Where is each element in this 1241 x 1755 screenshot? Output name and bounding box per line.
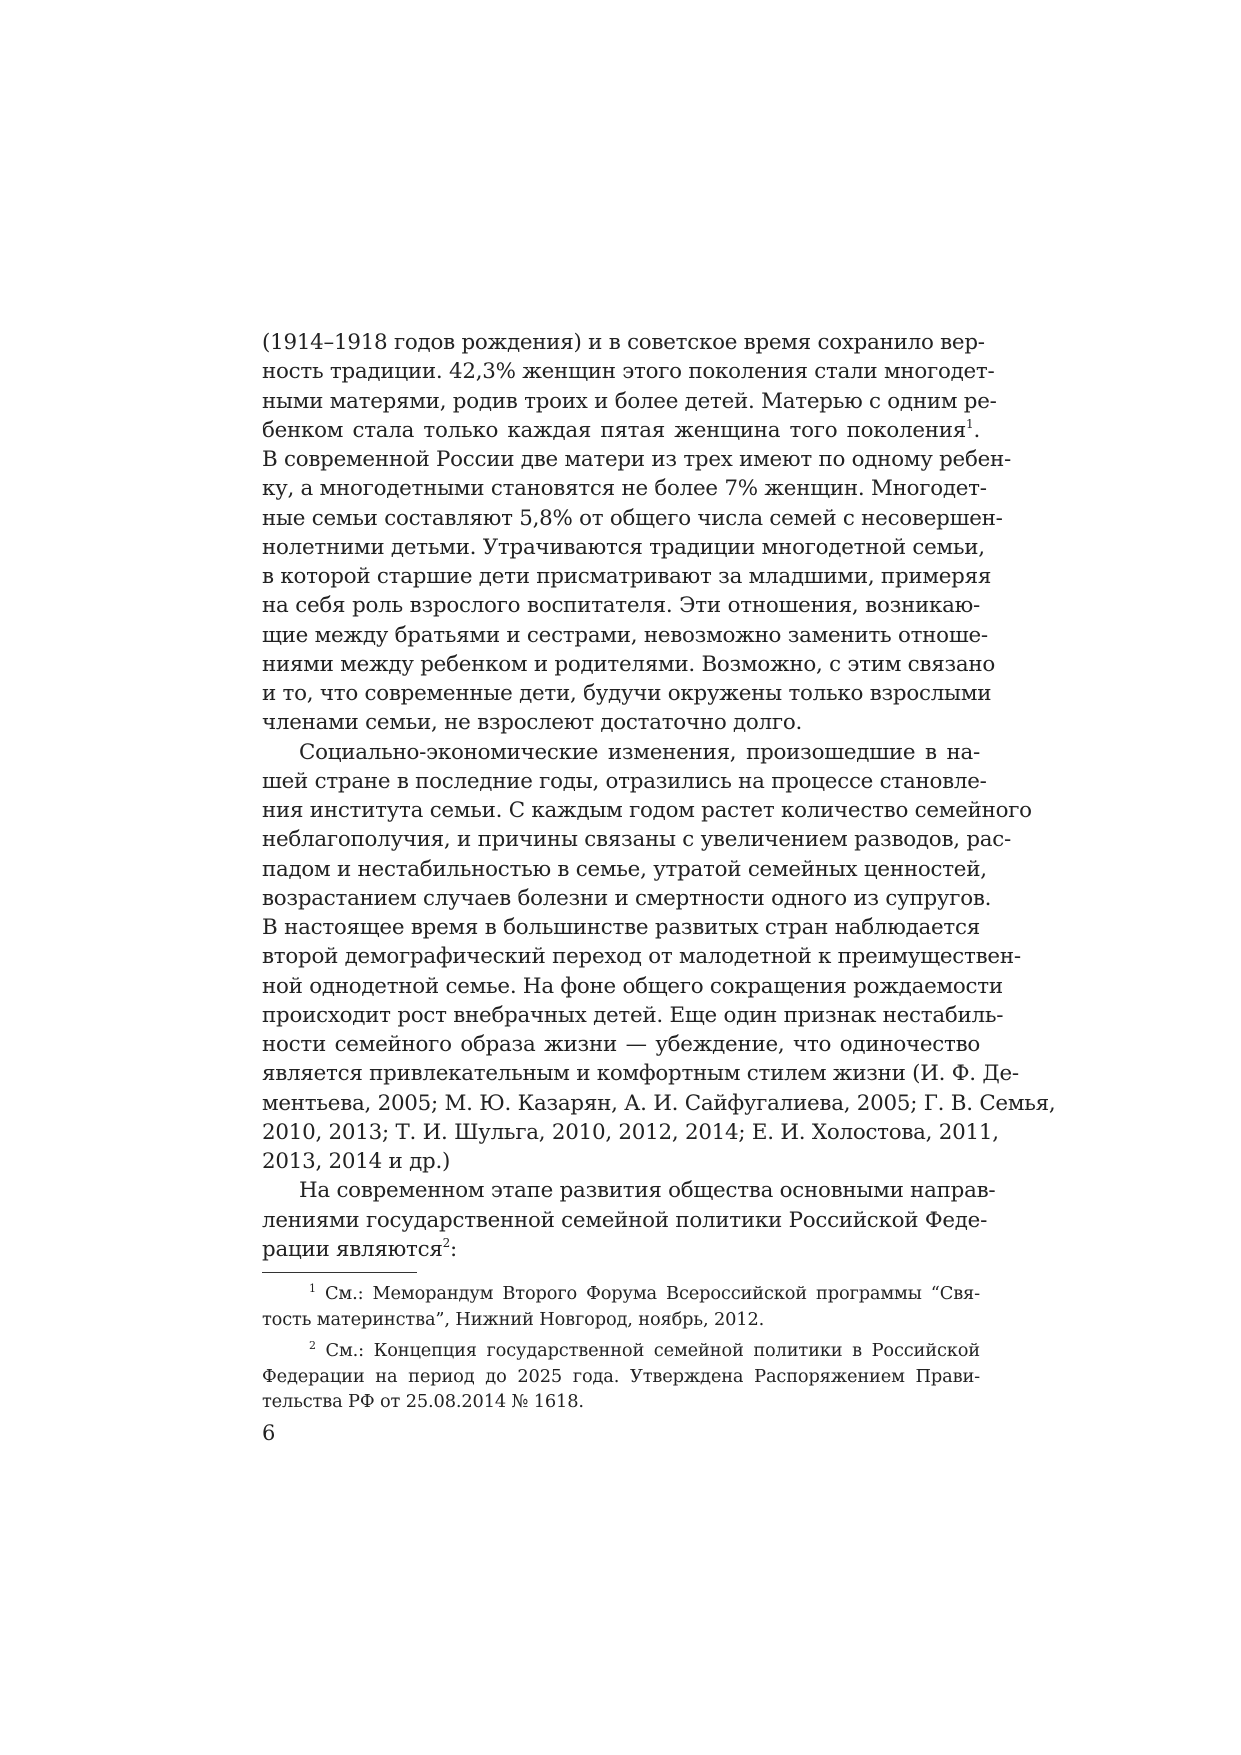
text-line: ность традиции. 42,3% женщин этого поколения стали многодет- <box>262 359 995 385</box>
text-line: ными матерями, родив троих и более детей. Матерью с одним ре- <box>262 388 997 414</box>
text-line: нолетними детьми. Утрачиваются традиции многодетной семьи, <box>262 534 985 560</box>
footnote-text: См.: Концепция государственной семейной политики в Российской <box>325 1340 980 1361</box>
footnote-line <box>262 1338 980 1364</box>
text-line: ности семейного образа жизни — убеждение, что одиночество <box>262 1032 980 1057</box>
text-line: происходит рост внебрачных детей. Еще один признак нестабиль- <box>262 1002 1004 1028</box>
footnote-marker: 1 <box>309 1282 316 1295</box>
text-line: 2013, 2014 и др.) <box>262 1149 451 1174</box>
footnote-line: тельства РФ от 25.08.2014 № 1618. <box>262 1391 584 1412</box>
footnote-line: Федерации на период до 2025 года. Утверждена Распоряжением Прави- <box>262 1365 980 1387</box>
footnote-ref-2-punct: : <box>449 1236 457 1262</box>
text-line: ку, а многодетными становятся не более 7% женщин. Многодет- <box>262 476 987 502</box>
footnote-marker: 2 <box>309 1339 316 1352</box>
text-line: (1914–1918 годов рождения) и в советское время сохранило вер- <box>262 330 985 355</box>
footnote-line <box>262 1281 980 1307</box>
text-line: второй демографический переход от малодетной к преимуществен- <box>262 944 1021 970</box>
text-line: лениями государственной семейной политики Российской Феде- <box>262 1207 988 1233</box>
text-line: является привлекательным и комфортным стилем жизни (И. Ф. Де- <box>262 1061 1019 1087</box>
footnote-divider <box>262 1272 417 1273</box>
text-line: членами семьи, не взрослеют достаточно долго. <box>262 710 803 736</box>
footnote-ref-2: 2 <box>442 1235 450 1250</box>
text-line: падом и нестабильностью в семье, утратой семейных ценностей, <box>262 856 987 882</box>
text-line: В современной России две матери из трех имеют по одному ребен- <box>262 447 1011 472</box>
text-line-content: бенком стала только каждая пятая женщина того поколения <box>262 417 967 443</box>
text-line: щие между братьями и сестрами, невозможно заменить отноше- <box>262 622 988 648</box>
footnote-ref-1-punct: . <box>973 417 980 443</box>
text-line: Социально-экономические изменения, произошедшие в на- <box>299 739 980 765</box>
footnote-ref-1: 1 <box>966 416 974 431</box>
text-line: 2010, 2013; Т. И. Шульга, 2010, 2012, 2014; Е. И. Холостова, 2011, <box>262 1119 999 1145</box>
main-text <box>262 328 1056 1264</box>
text-line-content: рации являются <box>262 1236 443 1262</box>
text-line: ниями между ребенком и родителями. Возможно, с этим связано <box>262 651 995 677</box>
text-line: ния института семьи. С каждым годом растет количество семейного <box>262 798 1032 823</box>
text-line: ные семьи составляют 5,8% от общего числа семей с несовершен- <box>262 505 1003 531</box>
text-line: На современном этапе развития общества основными направ- <box>299 1178 996 1204</box>
text-line: ной однодетной семье. На фоне общего сокращения рождаемости <box>262 973 1003 999</box>
text-line: неблагополучия, и причины связаны с увеличением разводов, рас- <box>262 827 1011 853</box>
text-line: возрастанием случаев болезни и смертности одного из супругов. <box>262 885 992 911</box>
footnotes <box>262 1281 980 1421</box>
text-line: на себя роль взрослого воспитателя. Эти отношения, возникаю- <box>262 593 980 619</box>
text-line: ментьева, 2005; М. Ю. Казарян, А. И. Сайфугалиева, 2005; Г. В. Семья, <box>262 1090 1056 1116</box>
text-line: шей стране в последние годы, отразились на процессе становле- <box>262 768 987 794</box>
text-line: и то, что современные дети, будучи окружены только взрослыми <box>262 681 992 706</box>
text-line <box>262 1235 980 1264</box>
footnote-2 <box>262 1338 980 1415</box>
page-number: 6 <box>262 1421 276 1445</box>
text-line <box>262 416 980 445</box>
text-line: В настоящее время в большинстве развитых стран наблюдается <box>262 915 980 940</box>
footnote-line: тость материнства”, Нижний Новгород, ноябрь, 2012. <box>262 1308 765 1330</box>
footnote-text: См.: Меморандум Второго Форума Всероссийской программы “Свя- <box>324 1283 980 1304</box>
text-line: в которой старшие дети присматривают за младшими, примеряя <box>262 564 992 589</box>
footnote-1 <box>262 1281 980 1332</box>
